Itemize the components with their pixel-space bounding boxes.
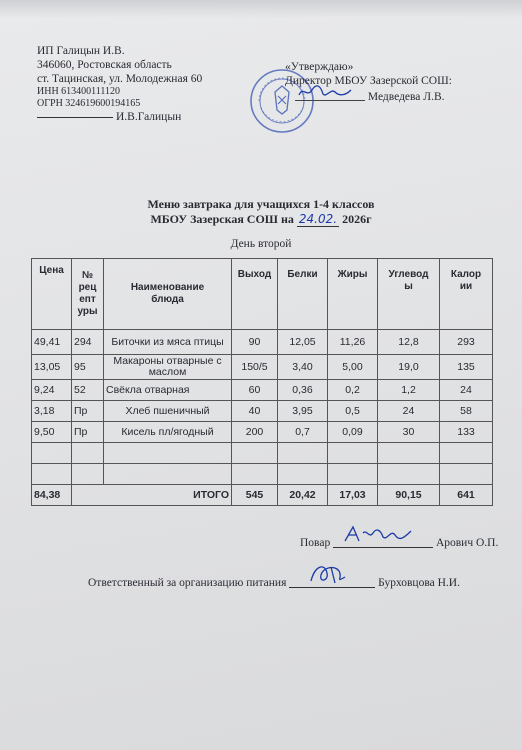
header-carbs: Углевод ы: [378, 259, 440, 330]
org-signature-row: [37, 110, 202, 124]
cell-yield: 200: [232, 422, 278, 443]
cell-dish: Свёкла отварная: [104, 380, 232, 401]
cell-price: 9,24: [32, 380, 72, 401]
table-header-row: [32, 259, 493, 330]
total-fat: 17,03: [328, 485, 378, 506]
responsible-signature: [289, 573, 375, 588]
handwritten-date: 24.02.: [298, 212, 338, 226]
cell-recipe: Пр: [72, 422, 104, 443]
cell-kcal: 133: [440, 422, 493, 443]
table-row: [32, 380, 493, 401]
day-label: День второй: [230, 238, 292, 250]
cell-price: 3,18: [32, 401, 72, 422]
cook-signature-row: [300, 533, 498, 550]
cell-price: 13,05: [32, 355, 72, 380]
cell-kcal: 135: [440, 355, 493, 380]
approval-position: Директор МБОУ Зазерской СОШ:: [285, 75, 452, 87]
school-name: МБОУ Зазерская СОШ на: [150, 212, 294, 226]
header-price: Цена: [32, 259, 72, 330]
cell-recipe: Пр: [72, 401, 104, 422]
total-kcal: 641: [440, 485, 493, 506]
cell-recipe: 95: [72, 355, 104, 380]
cook-name: Арович О.П.: [435, 537, 499, 549]
table-row: [32, 355, 493, 380]
cell-protein: 3,40: [278, 355, 328, 380]
total-price: 84,38: [32, 485, 72, 506]
header-recipe: № рец епт уры: [72, 259, 104, 330]
header-yield: Выход: [232, 259, 278, 330]
cell-fat: 5,00: [328, 355, 378, 380]
responsible-name: Бурховцова Н.И.: [378, 577, 460, 589]
total-carbs: 90,15: [378, 485, 440, 506]
cell-dish: Макароны отварные с маслом: [104, 355, 232, 380]
total-protein: 20,42: [278, 485, 328, 506]
cell-kcal: 24: [440, 380, 493, 401]
header-dish: Наименование блюда: [104, 259, 232, 330]
cell-dish: Хлеб пшеничный: [104, 401, 232, 422]
table-row: [32, 422, 493, 443]
approval-signature-row: [295, 88, 452, 104]
table-row: [32, 330, 493, 355]
director-signature: [295, 88, 365, 102]
cell-recipe: 294: [72, 330, 104, 355]
header-fat: Жиры: [328, 259, 378, 330]
signature-line: [37, 117, 113, 118]
top-shadow: [0, 0, 522, 18]
cell-fat: 11,26: [328, 330, 378, 355]
cell-protein: 0,36: [278, 380, 328, 401]
organization-block: [37, 44, 202, 124]
cell-carbs: 19,0: [378, 355, 440, 380]
header-protein: Белки: [278, 259, 328, 330]
menu-subtitle: [0, 212, 522, 227]
approval-signer: Медведева Л.В.: [367, 91, 445, 103]
header-kcal: Калор ии: [440, 259, 493, 330]
cell-yield: 40: [232, 401, 278, 422]
org-name: ИП Галицын И.В.: [37, 45, 125, 57]
table-row-empty: [32, 464, 493, 485]
cell-kcal: 58: [440, 401, 493, 422]
cell-carbs: 12,8: [378, 330, 440, 355]
approval-block: [285, 60, 452, 104]
org-ogrn: ОГРН 324619600194165: [37, 98, 141, 109]
org-inn: ИНН 613400111120: [37, 86, 121, 97]
table-total-row: [32, 485, 493, 506]
approval-heading: «Утверждаю»: [285, 61, 354, 73]
cell-protein: 0,7: [278, 422, 328, 443]
cell-protein: 12,05: [278, 330, 328, 355]
table-row: [32, 401, 493, 422]
cell-kcal: 293: [440, 330, 493, 355]
cell-dish: Кисель пл/ягодный: [104, 422, 232, 443]
cell-yield: 150/5: [232, 355, 278, 380]
cell-price: 9,50: [32, 422, 72, 443]
org-address-1: 346060, Ростовская область: [37, 59, 172, 71]
total-label: ИТОГО: [104, 485, 232, 506]
cell-fat: 0,5: [328, 401, 378, 422]
menu-table: [31, 258, 493, 506]
cell-yield: 60: [232, 380, 278, 401]
responsible-signature-row: [88, 573, 460, 590]
cell-fat: 0,09: [328, 422, 378, 443]
cook-signature: [333, 533, 433, 548]
cell-carbs: 1,2: [378, 380, 440, 401]
cell-yield: 90: [232, 330, 278, 355]
cell-fat: 0,2: [328, 380, 378, 401]
cell-carbs: 24: [378, 401, 440, 422]
org-address-2: ст. Тацинская, ул. Молодежная 60: [37, 73, 203, 85]
org-signer: И.В.Галицын: [116, 111, 182, 123]
table-row-empty: [32, 443, 493, 464]
cell-recipe: 52: [72, 380, 104, 401]
menu-title: Меню завтрака для учащихся 1-4 классов: [147, 197, 375, 211]
cell-protein: 3,95: [278, 401, 328, 422]
responsible-label: Ответственный за организацию питания: [88, 577, 287, 589]
menu-year: 2026г: [342, 212, 372, 226]
cell-dish: Биточки из мяса птицы: [104, 330, 232, 355]
cook-label: Повар: [300, 537, 331, 549]
cell-carbs: 30: [378, 422, 440, 443]
total-yield: 545: [232, 485, 278, 506]
cell-price: 49,41: [32, 330, 72, 355]
